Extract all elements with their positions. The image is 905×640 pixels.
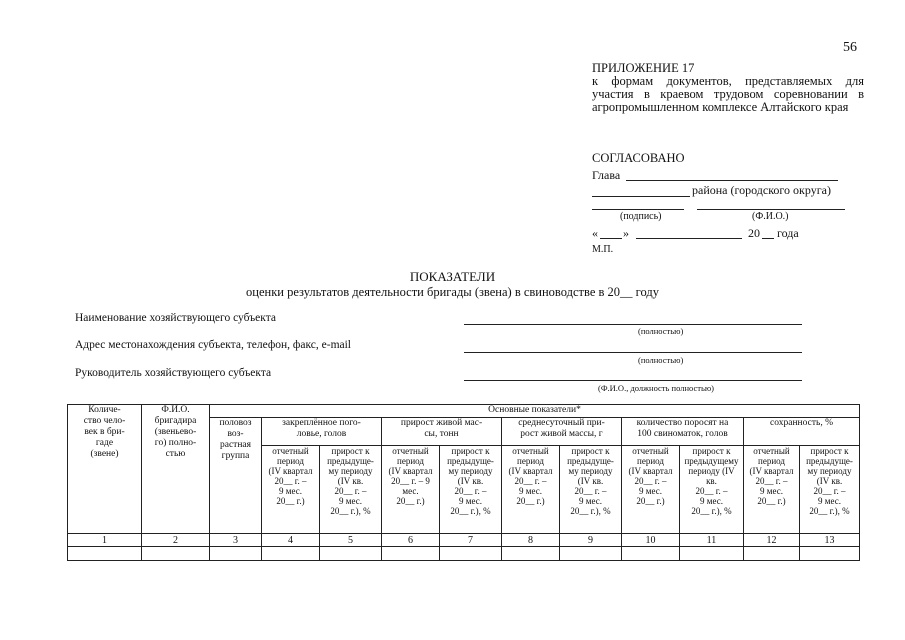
appendix-heading: ПРИЛОЖЕНИЕ 17 bbox=[592, 61, 695, 75]
name-line[interactable] bbox=[697, 209, 845, 210]
col-number: 7 bbox=[440, 534, 502, 547]
col-number: 5 bbox=[320, 534, 382, 547]
approval-title: СОГЛАСОВАНО bbox=[592, 151, 685, 165]
field-hint-address: (полностью) bbox=[638, 355, 684, 365]
col-number: 10 bbox=[622, 534, 680, 547]
table-cell[interactable] bbox=[800, 547, 860, 561]
signature-caption: (подпись) bbox=[620, 211, 662, 222]
appendix-text: к формам документов, представляемых для участия в краевом трудовом соревновании в агропромышленном комплексе Алтайского края bbox=[592, 74, 864, 114]
col-number: 11 bbox=[680, 534, 744, 547]
date-close-quote: » bbox=[623, 226, 629, 240]
field-label-address: Адрес местонахождения субъекта, телефон, факс, e-mail bbox=[75, 339, 352, 351]
sub-header-daily-period: отчетный период (IV квартал 20__ г. – 9 мес. 20__ г.) bbox=[502, 446, 560, 534]
field-line-name[interactable] bbox=[464, 324, 802, 325]
table-cell[interactable] bbox=[560, 547, 622, 561]
main-indicators-header: Основные показатели* bbox=[210, 405, 860, 418]
table-cell[interactable] bbox=[382, 547, 440, 561]
col-number: 8 bbox=[502, 534, 560, 547]
col-number: 13 bbox=[800, 534, 860, 547]
stamp-label: М.П. bbox=[592, 244, 614, 255]
field-line-manager[interactable] bbox=[464, 380, 802, 381]
sub-header-piglets-period: отчетный период (IV квартал 20__ г. – 9 мес. 20__ г.) bbox=[622, 446, 680, 534]
field-label-manager: Руководитель хозяйствующего субъекта bbox=[75, 367, 272, 379]
sub-header-weight-period: отчетный период (IV квартал 20__ г. – 9 мес. 20__ г.) bbox=[382, 446, 440, 534]
col-number: 1 bbox=[68, 534, 142, 547]
appendix-block bbox=[592, 62, 864, 114]
field-label-name: Наименование хозяйствующего субъекта bbox=[75, 312, 276, 324]
district-line[interactable] bbox=[592, 196, 690, 197]
signature-line[interactable] bbox=[592, 209, 684, 210]
field-hint-name: (полностью) bbox=[638, 326, 684, 336]
table-cell[interactable] bbox=[210, 547, 262, 561]
group-header-livestock: закреплённое пого- ловье, голов bbox=[262, 418, 382, 446]
group-header-survival: сохранность, % bbox=[744, 418, 860, 446]
table-cell[interactable] bbox=[68, 547, 142, 561]
table-row[interactable] bbox=[68, 547, 860, 561]
page-number: 56 bbox=[843, 40, 857, 55]
table-cell[interactable] bbox=[440, 547, 502, 561]
date-year-suffix: года bbox=[777, 226, 799, 240]
group-header-daily-gain: среднесуточный при- рост живой массы, г bbox=[502, 418, 622, 446]
date-day-line[interactable] bbox=[600, 238, 622, 239]
head-name-line[interactable] bbox=[626, 180, 838, 181]
table-cell[interactable] bbox=[320, 547, 382, 561]
table-cell[interactable] bbox=[262, 547, 320, 561]
sub-header-livestock-growth: прирост к предыдуще- му периоду (IV кв. 20__ г. – 9 мес. 20__ г.), % bbox=[320, 446, 382, 534]
table-cell[interactable] bbox=[142, 547, 210, 561]
table-cell[interactable] bbox=[744, 547, 800, 561]
document-title: ПОКАЗАТЕЛИ bbox=[409, 269, 496, 284]
date-year-prefix: 20 bbox=[748, 226, 760, 240]
date-month-line[interactable] bbox=[636, 238, 742, 239]
table-cell[interactable] bbox=[502, 547, 560, 561]
col-header-brigadier: Ф.И.О. бригадира (звеньево- го) полно- стью bbox=[142, 405, 210, 534]
sub-header-piglets-growth: прирост к предыдущему периоду (IV кв. 20__ г. – 9 мес. 20__ г.), % bbox=[680, 446, 744, 534]
date-year-line[interactable] bbox=[762, 238, 774, 239]
district-label: района (городского округа) bbox=[692, 183, 831, 197]
sub-header-daily-growth: прирост к предыдуще- му периоду (IV кв. 20__ г. – 9 мес. 20__ г.), % bbox=[560, 446, 622, 534]
col-number: 6 bbox=[382, 534, 440, 547]
field-hint-manager: (Ф.И.О., должность полностью) bbox=[598, 383, 715, 393]
sub-header-weight-growth: прирост к предыдуще- му периоду (IV кв. 20__ г. – 9 мес. 20__ г.), % bbox=[440, 446, 502, 534]
col-number: 12 bbox=[744, 534, 800, 547]
col-header-people-count: Количе- ство чело- век в бри- гаде (звене) bbox=[68, 405, 142, 534]
table-cell[interactable] bbox=[680, 547, 744, 561]
col-number: 4 bbox=[262, 534, 320, 547]
sub-header-survival-period: отчетный период (IV квартал 20__ г. – 9 мес. 20__ г.) bbox=[744, 446, 800, 534]
col-header-age-group: половоз воз- растная группа bbox=[210, 418, 262, 534]
col-number: 9 bbox=[560, 534, 622, 547]
group-header-piglets: количество поросят на 100 свиноматок, голов bbox=[622, 418, 744, 446]
name-caption: (Ф.И.О.) bbox=[752, 211, 789, 222]
sub-header-survival-growth: прирост к предыдуще- му периоду (IV кв. 20__ г. – 9 мес. 20__ г.), % bbox=[800, 446, 860, 534]
table-cell[interactable] bbox=[622, 547, 680, 561]
sub-header-livestock-period: отчетный период (IV квартал 20__ г. – 9 мес. 20__ г.) bbox=[262, 446, 320, 534]
date-open-quote: « bbox=[592, 226, 598, 240]
group-header-weight-gain: прирост живой мас- сы, тонн bbox=[382, 418, 502, 446]
column-numbers-row bbox=[68, 534, 860, 547]
document-subtitle: оценки результатов деятельности бригады (звена) в свиноводстве в 20__ году bbox=[246, 285, 659, 299]
approval-head-label: Глава bbox=[592, 168, 621, 182]
col-number: 3 bbox=[210, 534, 262, 547]
field-line-address[interactable] bbox=[464, 352, 802, 353]
indicators-table bbox=[67, 404, 860, 561]
col-number: 2 bbox=[142, 534, 210, 547]
